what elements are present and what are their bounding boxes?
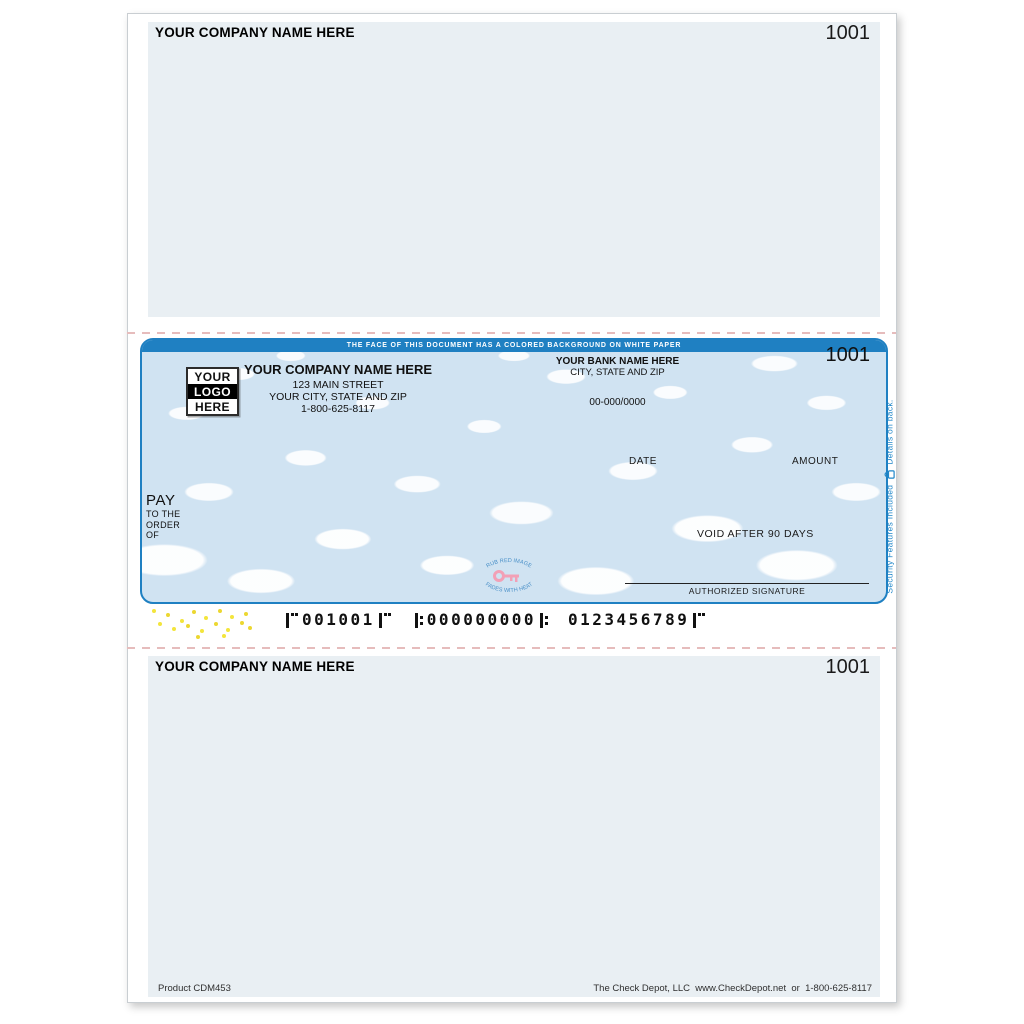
lock-icon xyxy=(883,470,895,480)
top-stub-check-number: 1001 xyxy=(825,22,870,44)
security-side-note xyxy=(882,397,897,597)
signature-line xyxy=(625,583,869,584)
logo-line-2: LOGO xyxy=(188,384,237,399)
company-phone: 1-800-625-8117 xyxy=(301,403,375,415)
svg-text:RUB RED IMAGE xyxy=(486,558,533,570)
security-dots xyxy=(152,609,156,613)
heat-key-bottom-text: FADES WITH HEAT xyxy=(484,581,534,595)
company-block xyxy=(237,362,439,415)
product-code-label: Product CDM453 xyxy=(158,983,231,994)
heat-sensitive-key-icon xyxy=(477,553,541,604)
micr-line xyxy=(282,612,709,630)
security-features-label: Security Features Included xyxy=(884,484,894,594)
check-banner: THE FACE OF THIS DOCUMENT HAS A COLORED BACKGROUND ON WHITE PAPER xyxy=(142,340,886,352)
perforation-line-bottom xyxy=(127,647,896,649)
micr-symbol-on-us xyxy=(692,613,706,628)
top-stub-company-name: YOUR COMPANY NAME HERE xyxy=(155,25,355,40)
pay-label: PAY xyxy=(146,492,176,509)
company-name: YOUR COMPANY NAME HERE xyxy=(243,362,433,377)
vendor-info-label: The Check Depot, LLC www.CheckDepot.net or 1-800-625-8117 xyxy=(593,983,872,994)
perforation-line-top xyxy=(127,332,896,334)
bottom-stub xyxy=(148,656,880,997)
logo-line-3: HERE xyxy=(195,399,230,414)
bank-block xyxy=(535,356,700,378)
bank-name: YOUR BANK NAME HERE xyxy=(555,356,680,367)
bottom-stub-company-name: YOUR COMPANY NAME HERE xyxy=(155,659,355,674)
pay-label-line4: OF xyxy=(146,530,160,541)
routing-fraction: 00-000/0000 xyxy=(589,397,646,408)
pink-key-glyph xyxy=(495,572,520,583)
micr-symbol-on-us xyxy=(378,613,392,628)
top-stub xyxy=(148,22,880,317)
bank-city: CITY, STATE AND ZIP xyxy=(570,367,665,378)
authorized-signature-label: AUTHORIZED SIGNATURE xyxy=(688,586,806,596)
micr-digits: 001001 xyxy=(302,610,375,629)
logo-line-1: YOUR xyxy=(194,369,231,384)
pay-to-the-order-of xyxy=(146,492,180,541)
check-number: 1001 xyxy=(825,344,870,366)
micr-symbol-transit xyxy=(414,613,424,628)
micr-symbol-transit xyxy=(539,613,549,628)
pay-label-line3: ORDER xyxy=(146,519,181,530)
micr-symbol-on-us xyxy=(285,613,299,628)
logo-box xyxy=(186,367,239,416)
micr-digits: 0123456789 xyxy=(568,610,690,629)
bottom-stub-check-number: 1001 xyxy=(825,656,870,678)
void-after-label: VOID AFTER 90 DAYS xyxy=(697,528,814,540)
amount-label: AMOUNT xyxy=(792,456,839,467)
date-label: DATE xyxy=(629,456,657,467)
company-address: 123 MAIN STREET xyxy=(292,379,384,391)
heat-key-top-text: RUB RED IMAGE xyxy=(485,557,533,570)
micr-digits: 000000000 xyxy=(426,610,536,629)
pay-label-line2: TO THE xyxy=(146,509,181,519)
company-city: YOUR CITY, STATE AND ZIP xyxy=(269,391,407,403)
details-on-back-label: Details on back. xyxy=(884,399,894,465)
svg-text:FADES WITH HEAT xyxy=(484,581,534,594)
